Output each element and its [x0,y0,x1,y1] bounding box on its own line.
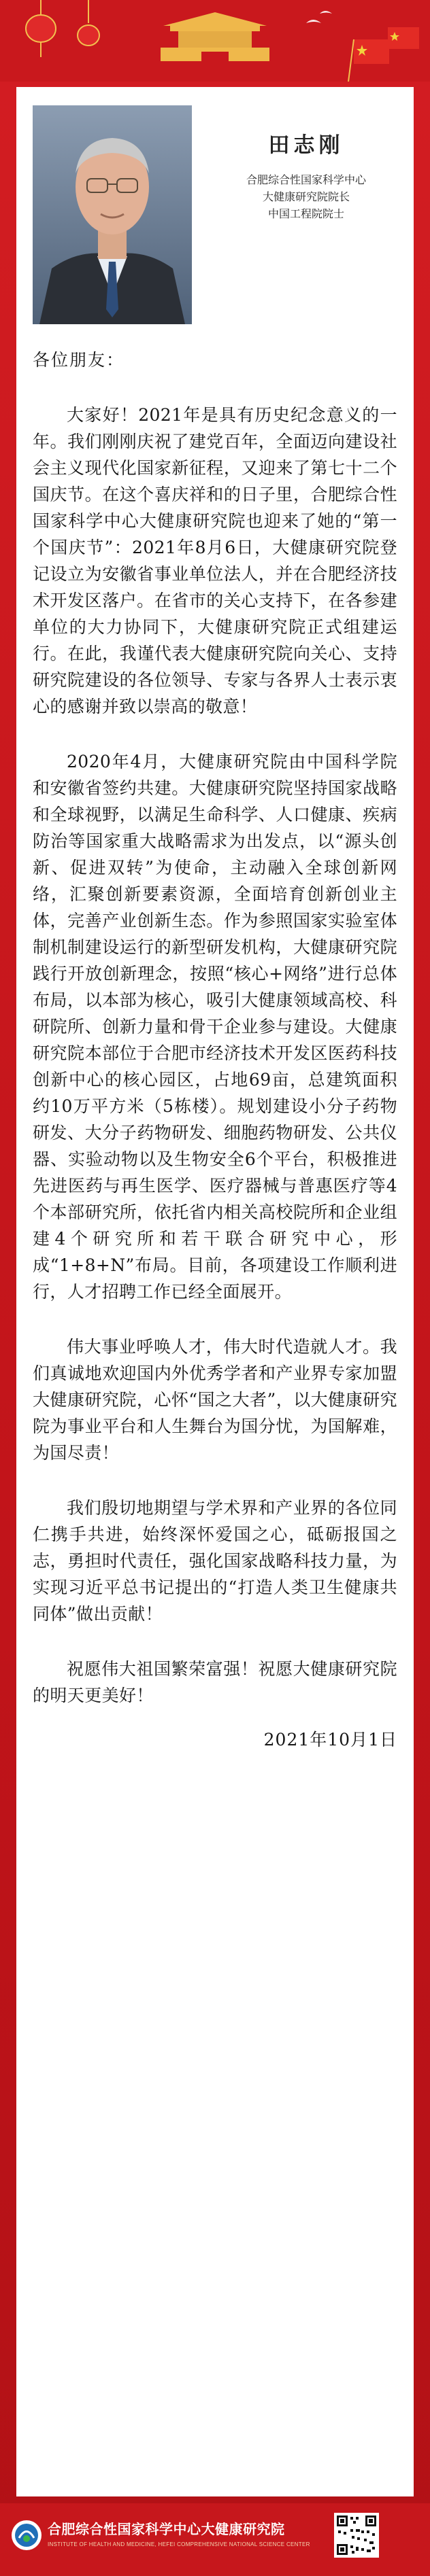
footer-title: 合肥综合性国家科学中心大健康研究院 [48,2521,285,2537]
portrait-photo [33,105,192,324]
speaker-profile [204,129,408,222]
letter-body [33,347,397,1753]
speaker-name: 田志刚 [268,133,344,158]
qr-code-icon [334,2513,379,2558]
speaker-title-1: 合肥综合性国家科学中心 [246,173,366,186]
footer-subtitle: INSTITUTE OF HEALTH AND MEDICINE, HEFEI COMPREHENSIVE NATIONAL SCIENCE CENTER [48,2541,310,2547]
institute-logo-icon [11,2520,42,2551]
salutation: 各位朋友： [33,350,125,370]
paragraph-2: 2020年4月，大健康研究院由中国科学院和安徽省签约共建。大健康研究院坚持国家战略和全球视野，以满足生命科学、人口健康、疾病防治等国家重大战略需求为出发点，以“源头创新、促进双转”为使命，主动融入全球创新网络，汇聚创新要素资源，全面培育创新创业主体，完善产业创新生态。作为参照国家实验室体制机制建设运行的新型研发机构，大健康研究院践行开放创新理念，按照“核心+网络”进行总体布局，以本部为核心，吸引大健康领域高校、科研院所、创新力量和骨干企业参与建设。大健康研究院本部位于合肥市经济技术开发区医药科技创新中心的核心园区，占地69亩，总建筑面积约10万平方米（5栋楼）。规划建设小分子药物研发、大分子药物研发、细胞药物研发、公共仪器、实验动物以及生物安全6个平台，积极推进先进医药与再生医学、医疗器械与普惠医疗等4个本部研究所，依托省内相关高校院所和企业组建4个研究所和若干联合研究中心，形成“1+8+N”布局。目前，各项建设工作顺利进行，人才招聘工作已经全面展开。 [33,752,397,1302]
paragraph-4: 我们殷切地期望与学术界和产业界的各位同仁携手共进，始终深怀爱国之心，砥砺报国之志，勇担时代责任，强化国家战略科技力量，为实现习近平总书记提出的“打造人类卫生健康共同体”做出贡献！ [33,1498,397,1624]
paragraph-5: 祝愿伟大祖国繁荣富强！祝愿大健康研究院的明天更美好！ [33,1659,397,1705]
speaker-title-2: 大健康研究院院长 [262,190,350,203]
festive-banner [0,0,430,82]
letter-date: 2021年10月1日 [263,1730,397,1750]
paragraph-3: 伟大事业呼唤人才，伟大时代造就人才。我们真诚地欢迎国内外优秀学者和产业界专家加盟大健康研究院，心怀“国之大者”，以大健康研究院为事业平台和人生舞台为国分忧，为国解难，为国尽责！ [33,1337,397,1463]
paragraph-1: 大家好！2021年是具有历史纪念意义的一年。我们刚刚庆祝了建党百年，全面迈向建设社会主义现代化国家新征程，又迎来了第七十二个国庆节。在这个喜庆祥和的日子里，合肥综合性国家科学中心大健康研究院也迎来了她的“第一个国庆节”：2021年8月6日，大健康研究院登记设立为安徽省事业单位法人，并在合肥经济技术开发区落户。在省市的关心支持下，在各参建单位的大力协同下，大健康研究院正式组建运行。在此，我谨代表大健康研究院向关心、支持研究院建设的各位领导、专家与各界人士表示衷心的感谢并致以崇高的敬意！ [33,405,397,716]
speaker-titles [204,171,408,222]
speaker-title-3: 中国工程院院士 [267,207,344,220]
